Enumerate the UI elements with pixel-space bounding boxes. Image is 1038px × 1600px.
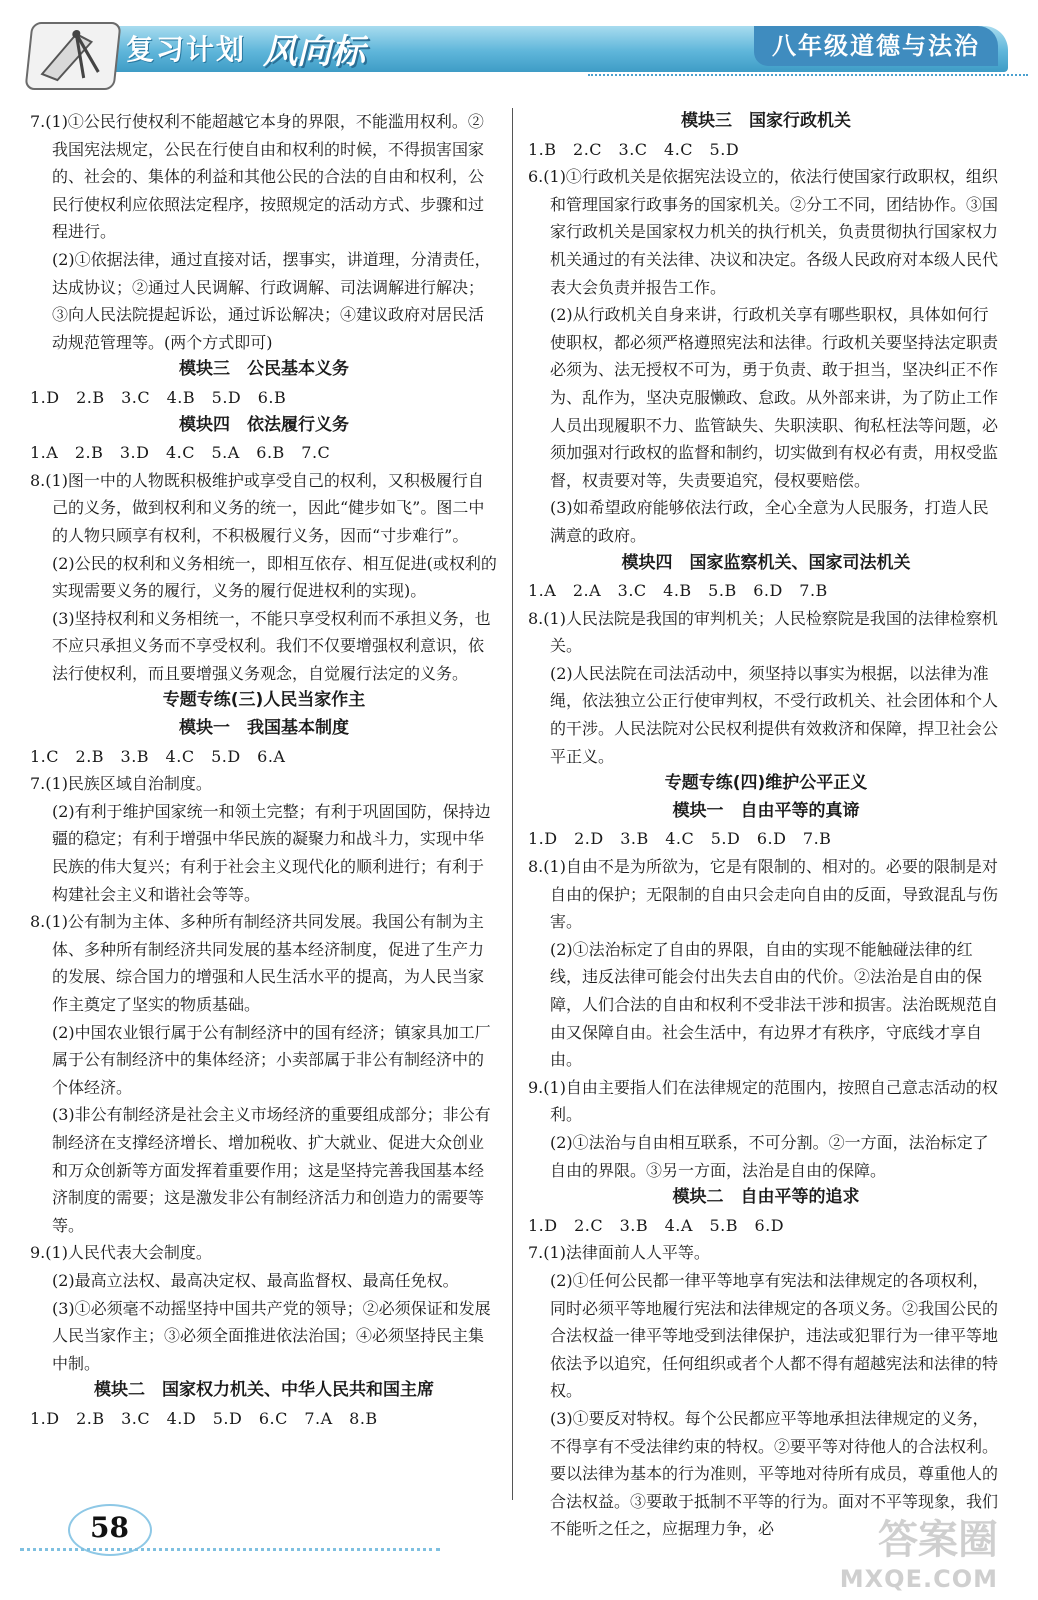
answer-paragraph: 7.(1)法律面前人人平等。 (528, 1243, 710, 1263)
sub-answer-paragraph: (2)从行政机关自身来讲，行政机关享有哪些职权，具体如何行使职权，都必须严格遵照宪法和法律。行政机关要坚持法定职责必须为、法无授权不可为，勇于负责、敢于担当，坚决纠正不作为、乱作为，坚决克服懒政、怠政。从外部来讲，为了防止工作人员出现履职不力、监管缺失、失职渎职、徇私枉法等问题，必须加强对行政权的监督和制约，切实做到有权必有责，用权受监督，权责要对等，失责要追究，侵权要赔偿。 (550, 305, 999, 490)
answer-paragraph: 8.(1)公有制为主体、多种所有制经济共同发展。我国公有制为主体、多种所有制经济共同发展的基本经济制度，促进了生产力的发展、综合国力的增强和人民生活水平的提高，为人民当家作主奠定了坚实的物质基础。 (30, 912, 485, 1014)
section-heading: 专题专练(三)人民当家作主 (162, 690, 366, 711)
answer-paragraph: 8.(1)人民法院是我国的审判机关；人民检察院是我国的法律检察机关。 (528, 608, 998, 656)
section-heading: 模块三 公民基本义务 (179, 359, 349, 380)
answer-paragraph: 9.(1)人民代表大会制度。 (30, 1243, 212, 1263)
answer-key-line: 1.D 2.D 3.B 4.C 5.D 6.D 7.B (528, 829, 832, 849)
watermark (840, 1508, 998, 1593)
sub-answer-paragraph: (3)坚持权利和义务相统一，不能只享受权利而不承担义务，也不应只承担义务而不享受权利。我们不仅要增强权利意识，依法行使权利，而且要增强义务观念，自觉履行法定的义务。 (52, 608, 491, 683)
answer-key-line: 1.D 2.C 3.B 4.A 5.B 6.D (528, 1215, 785, 1235)
watermark-logo-text: 答案圈 (878, 1517, 998, 1563)
brand-logo: 风向标 (263, 32, 365, 72)
answer-key-line: 1.A 2.A 3.C 4.B 5.B 6.D 7.B (528, 581, 828, 601)
header-decorative-line (588, 74, 1028, 76)
answer-key-line: 1.A 2.B 3.D 4.C 5.A 6.B 7.C (30, 443, 331, 463)
sub-answer-paragraph: (2)有利于维护国家统一和领土完整；有利于巩固国防，保持边疆的稳定；有利于增强中华民族的凝聚力和战斗力，实现中华民族的伟大复兴；有利于社会主义现代化的顺利进行；有利于构建社会主义和谐社会等等。 (52, 801, 491, 904)
answer-paragraph: 7.(1)①公民行使权利不能超越它本身的界限，不能滥用权利。②我国宪法规定，公民在行使自由和权利的时候，不得损害国家的、社会的、集体的利益和其他公民的合法的自由和权利，公民行使权利应依照法定程序，按照规定的活动方式、步骤和过程进行。 (30, 112, 485, 242)
grade-subject-label: 八年级道德与法治 (754, 26, 998, 66)
section-heading: 专题专练(四)维护公平正义 (664, 773, 868, 794)
sub-answer-paragraph: (3)①必须毫不动摇坚持中国共产党的领导；②必须保证和发展人民当家作主；③必须全面推进依法治国；④必须坚持民主集中制。 (52, 1298, 491, 1373)
section-heading: 模块一 我国基本制度 (179, 718, 349, 739)
answer-key-line: 1.B 2.C 3.C 4.C 5.D (528, 139, 740, 159)
page-number: 58 (90, 1511, 129, 1544)
answer-key-line: 1.D 2.B 3.C 4.B 5.D 6.B (30, 387, 287, 407)
column-divider (512, 108, 513, 1500)
section-heading: 模块四 国家监察机关、国家司法机关 (621, 552, 911, 573)
section-heading: 模块二 国家权力机关、中华人民共和国主席 (94, 1380, 434, 1401)
sub-answer-paragraph: (2)人民法院在司法活动中，须坚持以事实为根据，以法律为准绳，依法独立公正行使审判权，不受行政机关、社会团体和个人的干涉。人民法院对公民权利提供有效救济和保障，捍卫社会公平正义。 (550, 663, 999, 766)
sub-answer-paragraph: (2)①任何公民都一律平等地享有宪法和法律规定的各项权利，同时必须平等地履行宪法和法律规定的各项义务。②我国公民的合法权益一律平等地受到法律保护，违法或犯罪行为一律平等地依法予以追究，任何组织或者个人都不得有超越宪法和法律的特权。 (550, 1270, 999, 1401)
page-header (28, 22, 1008, 80)
footer-decorative-dots (20, 1548, 440, 1551)
answer-paragraph: 8.(1)图一中的人物既积极维护或享受自己的权利，又积极履行自己的义务，做到权利和义务的统一，因此“健步如飞”。图二中的人物只顾享有权利，不积极履行义务，因而“寸步难行”。 (30, 470, 485, 545)
sub-answer-paragraph: (3)非公有制经济是社会主义市场经济的重要组成部分；非公有制经济在支撑经济增长、增加税收、扩大就业、促进大众创业和万众创新等方面发挥着重要作用；这是坚持完善我国基本经济制度的需要；这是激发非公有制经济活力和创造力的需要等等。 (52, 1105, 491, 1235)
sub-answer-paragraph: (2)中国农业银行属于公有制经济中的国有经济；镇家具加工厂属于公有制经济中的集体经济；小卖部属于非公有制经济中的个体经济。 (52, 1022, 491, 1097)
watermark-url: MXQE.COM (839, 1565, 998, 1593)
book-title: 复习计划 (126, 33, 247, 66)
answer-paragraph: 8.(1)自由不是为所欲为，它是有限制的、相对的。必要的限制是对自由的保护；无限制的自由只会走向自由的反面，导致混乱与伤害。 (528, 857, 999, 932)
sub-answer-paragraph: (2)公民的权利和义务相统一，即相互依存、相互促进(或权利的实现需要义务的履行，义务的履行促进权利的实现)。 (52, 553, 497, 601)
answer-paragraph: 9.(1)自由主要指人们在法律规定的范围内，按照自己意志活动的权利。 (528, 1077, 998, 1125)
right-column (528, 108, 1004, 1543)
sub-answer-paragraph: (3)如希望政府能够依法行政，全心全意为人民服务，打造人民满意的政府。 (550, 498, 989, 545)
answer-paragraph: 7.(1)民族区域自治制度。 (30, 774, 212, 794)
book-logo-icon (24, 22, 121, 90)
section-heading: 模块二 自由平等的追求 (672, 1187, 860, 1208)
sub-answer-paragraph: (2)①法治与自由相互联系，不可分割。②一方面，法治标定了自由的界限。③另一方面，法治是自由的保障。 (550, 1132, 989, 1180)
sub-answer-paragraph: (2)最高立法权、最高决定权、最高监督权、最高任免权。 (52, 1270, 459, 1290)
sub-answer-paragraph: (2)①法治标定了自由的界限，自由的实现不能触碰法律的红线，违反法律可能会付出失去自由的代价。②法治是自由的保障，人们合法的自由和权利不受非法干涉和损害。法治既规范自由又保障自由。社会生活中，有边界才有秩序，守底线才享自由。 (550, 939, 999, 1070)
answer-key-line: 1.D 2.B 3.C 4.D 5.D 6.C 7.A 8.B (30, 1408, 378, 1428)
sub-answer-paragraph: (2)①依据法律，通过直接对话，摆事实，讲道理，分清责任，达成协议；②通过人民调解、行政调解、司法调解进行解决；③向人民法院提起诉讼，通过诉讼解决；④建议政府对居民活动规范管理等。(两个方式即可) (52, 249, 491, 352)
section-heading: 模块一 自由平等的真谛 (672, 800, 860, 821)
left-column (30, 108, 498, 1433)
sub-answer-paragraph: (3)①要反对特权。每个公民都应平等地承担法律规定的义务，不得享有不受法律约束的特权。②要平等对待他人的合法权利。要以法律为基本的行为准则，平等地对待所有成员，尊重他人的合法权益。③要敢于抵制不平等的行为。面对不平等现象，我们不能听之任之，应据理力争，必 (550, 1408, 999, 1539)
answer-key-line: 1.C 2.B 3.B 4.C 5.D 6.A (30, 746, 286, 766)
compass-ruler-icon (27, 24, 120, 88)
answer-paragraph: 6.(1)①行政机关是依据宪法设立的，依法行使国家行政职权，组织和管理国家行政事务的国家机关。②分工不同，团结协作。③国家行政机关是国家权力机关的执行机关，负责贯彻执行国家权力机关通过的有关法律、决议和决定。各级人民政府对本级人民代表大会负责并报告工作。 (528, 167, 999, 297)
section-heading: 模块三 国家行政机关 (681, 111, 851, 131)
section-heading: 模块四 依法履行义务 (179, 414, 349, 435)
